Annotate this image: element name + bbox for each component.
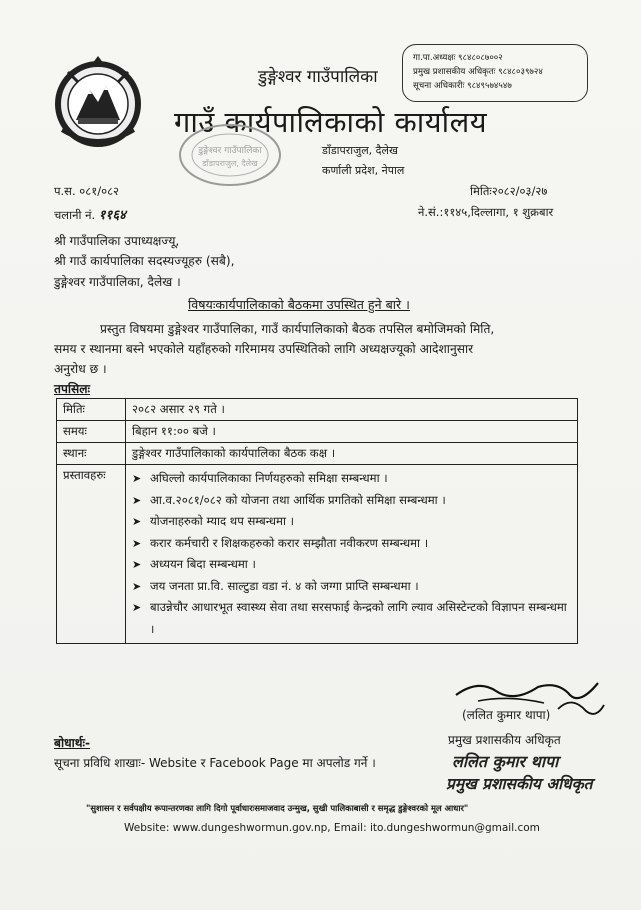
table-row [57,399,578,421]
office-address-1: डाँडापराजुल, दैलेख [322,144,398,157]
stamp-title: प्रमुख प्रशासकीय अधिकृत [446,775,593,793]
footer-motto: "सुशासन र सर्वपक्षीय रूपान्तरणका लागि दिगो पूर्वाधारःसमाजवाद उन्मुख, सुखी पालिकाबासी र समृद्ध डुङ्गेश्वरको मूल आधार" [86,803,469,813]
time-label: समयः [57,421,126,443]
place-value: डुङ्गेश्वर गाउँपालिकाको कार्यपालिका बैठक कक्ष । [126,443,578,465]
footer-contact: Website: www.dungeshwormun.gov.np, Email: ito.dungeshwormun@gmail.com [124,822,540,834]
time-value: बिहान ११:०० बजे । [126,421,578,443]
table-row [57,421,578,443]
contact-chairman: गा.पा.अध्यक्षः ९८४८०८७००२ [413,53,503,63]
date-label: मितिः [57,399,126,421]
agenda-label: प्रस्तावहरुः [57,465,126,644]
patra-sankhya: प.स. ०८१/०८२ [54,184,120,198]
body-line-2: समय र स्थानमा बस्ने भएकोले यहाँहरुको गरिमामय उपस्थितिको लागि अध्यक्षज्यूको आदेशानुसार [54,342,474,356]
meeting-details-table [56,398,578,644]
contact-info-officer: सूचना अधिकारीः ९८४९५७४५४७ [413,81,512,91]
office-line-1: डुङ्गेश्वर गाउँपालिका [258,67,378,87]
addressee-line-3: डुङ्गेश्वर गाउँपालिका, दैलेख । [54,275,181,289]
office-title: गाउँ कार्यपालिकाको कार्यालय [174,105,488,139]
seal-text-2: डाँडापराजुल, दैलेख [202,159,258,168]
addressee-line-1: श्री गाउँपालिका उपाध्यक्षज्यू, [54,234,180,248]
signatory-name: (ललित कुमार थापा) [462,708,551,722]
office-seal-icon [175,120,285,190]
list-item: ➤ जय जनता प्रा.वि. साल्टुडा वडा नं. ४ को जग्गा प्राप्ति सम्बन्धमा । [132,576,571,598]
seal-text: डुङ्गेश्वर गाउँपालिका [198,146,262,156]
list-item: ➤ बाउन्नेचौर आधारभूत स्वास्थ्य सेवा तथा सरसफाई केन्द्रको लागि ल्याव असिस्टेन्टको विज्ञापन सम्बन्धमा । [132,597,571,640]
contact-box [402,44,588,102]
chalani-label: चलानी नं. [54,208,96,222]
contact-cao: प्रमुख प्रशासकीय अधिकृतः ९८४८०३९७२४ [413,67,543,77]
list-item: ➤ अध्ययन बिदा सम्बन्धमा । [132,554,571,576]
chalani-number: ११६४ [98,208,126,223]
agenda-cell [126,465,578,644]
nepal-sambat-date: ने.सं.:११४५,दिल्लागा, १ शुक्रबार [418,205,554,219]
list-item: ➤ अघिल्लो कार्यपालिकाका निर्णयहरुको समिक्षा सम्बन्धमा । [132,468,571,490]
date-value: २०८२ असार २९ गते । [126,399,578,421]
letter-date: मितिः२०८२/०३/२७ [470,184,548,198]
details-heading: तपसिलः [54,382,90,396]
office-address-2: कर्णाली प्रदेश, नेपाल [322,164,405,177]
list-item: ➤ आ.व.२०८१/०८२ को योजना तथा आर्थिक प्रगतिको समिक्षा सम्बन्धमा । [132,490,571,512]
place-label: स्थानः [57,443,126,465]
chalani-number-line [54,205,126,223]
list-item: ➤ योजनाहरुको म्याद थप सम्बन्धमा । [132,511,571,533]
body-line-3: अनुरोध छ । [54,362,107,376]
table-row [57,465,578,644]
bodharth-label: बोधार्थः- [54,736,91,750]
letter-subject: विषयःकार्यपालिकाको बैठकमा उपस्थित हुने बारे । [188,297,410,312]
table-row [57,443,578,465]
body-line-1: प्रस्तुत विषयमा डुङ्गेश्वर गाउँपालिका, गाउँ कार्यपालिकाको बैठक तपसिल बमोजिमको मिति, [100,322,495,336]
agenda-list [132,468,571,640]
signatory-title: प्रमुख प्रशासकीय अधिकृत [448,733,561,747]
bodharth-text: सूचना प्रविधि शाखाः- Website र Facebook Page मा अपलोड गर्ने । [54,756,376,770]
addressee-line-2: श्री गाउँ कार्यपालिका सदस्यज्यूहरु (सबै), [54,254,235,268]
nepal-emblem-icon [48,52,148,152]
list-item: ➤ करार कर्मचारी र शिक्षकहरुको करार सम्झौता नवीकरण सम्बन्धमा । [132,533,571,555]
stamp-name: ललित कुमार थापा [452,752,559,771]
